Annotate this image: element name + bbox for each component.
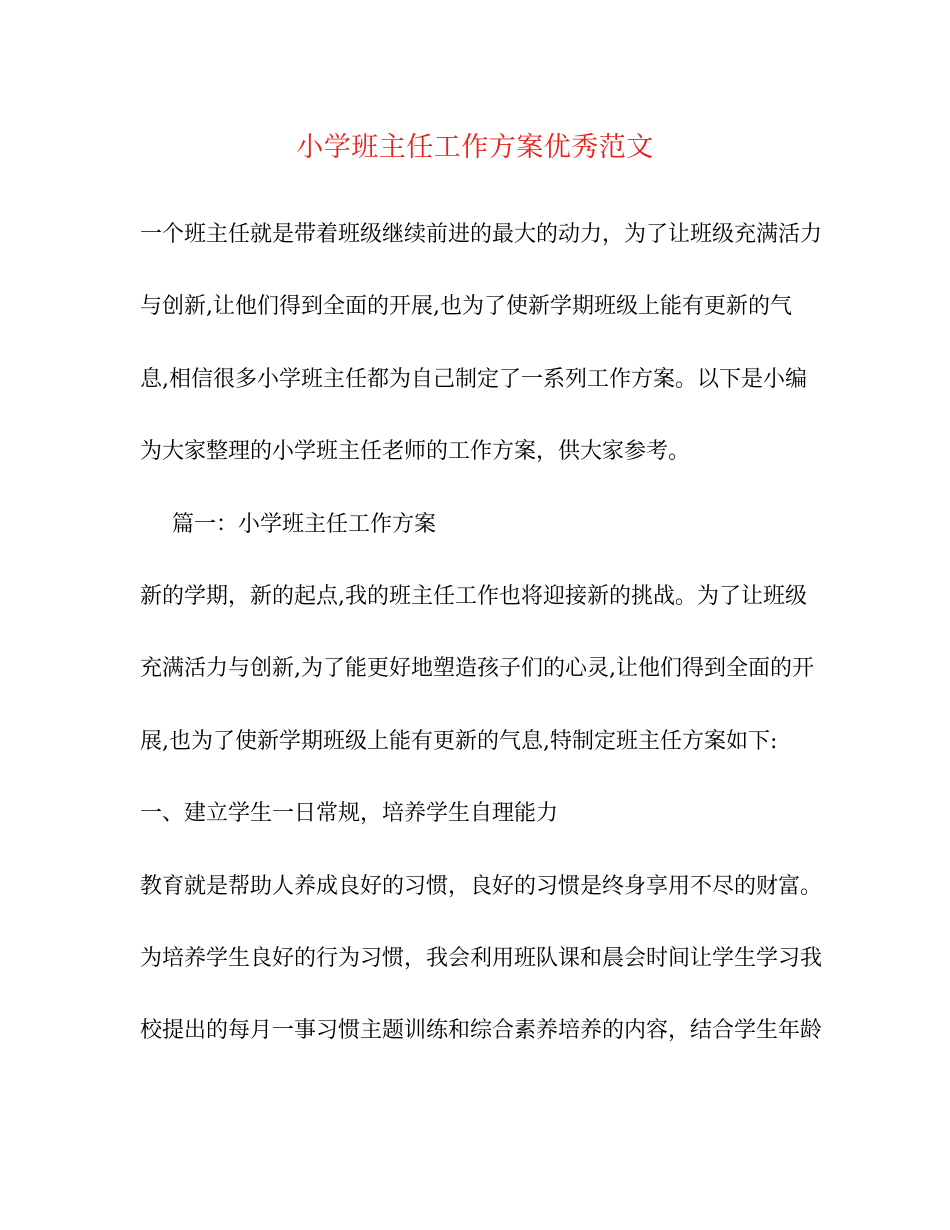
paragraph-line: 教育就是帮助人养成良好的习惯，良好的习惯是终身享用不尽的财富。 (140, 874, 823, 899)
document-title: 小学班主任工作方案优秀范文 (296, 132, 654, 163)
paragraph-line: 为大家整理的小学班主任老师的工作方案，供大家参考。 (140, 439, 691, 464)
paragraph-line: 为培养学生良好的行为习惯，我会利用班队课和晨会时间让学生学习我 (140, 946, 823, 971)
paragraph-line: 与创新,让他们得到全面的开展,也为了使新学期班级上能有更新的气 (140, 294, 792, 319)
paragraph-line: 息,相信很多小学班主任都为自己制定了一系列工作方案。以下是小编 (140, 367, 807, 392)
section-heading: 篇一：小学班主任工作方案 (172, 512, 437, 537)
paragraph-line: 校提出的每月一事习惯主题训练和综合素养培养的内容，结合学生年龄 (140, 1018, 823, 1043)
paragraph-line: 一个班主任就是带着班级继续前进的最大的动力，为了让班级充满活力 (140, 222, 823, 247)
paragraph-line: 新的学期，新的起点,我的班主任工作也将迎接新的挑战。为了让班级 (140, 584, 807, 609)
paragraph-line: 充满活力与创新,为了能更好地塑造孩子们的心灵,让他们得到全面的开 (140, 656, 814, 681)
subsection-heading: 一、建立学生一日常规，培养学生自理能力 (140, 801, 559, 826)
paragraph-line: 展,也为了使新学期班级上能有更新的气息,特制定班主任方案如下: (140, 729, 778, 754)
